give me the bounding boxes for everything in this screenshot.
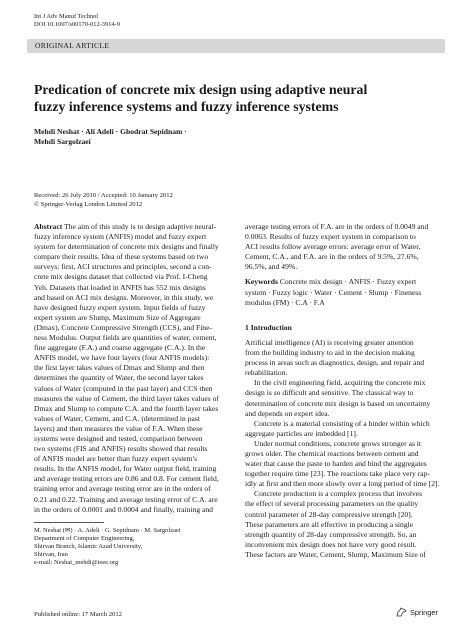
body-line: These parameters are all effective in producing a single [245, 519, 414, 529]
abstract-line: system for determination of concrete mix designs and finally [34, 242, 219, 252]
abstract-line: Abstract The aim of this study is to design adaptive neural- [34, 222, 217, 231]
footnote-line: M. Neshat (✉) · A. Adeli · G. Sepidnam · M. Sargolzaei [34, 527, 181, 534]
abstract-line: ANFIS model, we have four layers (four ANFIS models): [34, 353, 210, 363]
abstract-line: Dmax and Slump to compute C.A. and the fourth layer takes [34, 403, 219, 413]
abstract-line: training error and average testing error are in the orders of [34, 484, 211, 494]
journal-name: Int J Adv Manuf Technol [34, 13, 99, 20]
abstract-line: (Dmax), Concrete Compressive Strength (CCS), and Fine- [34, 322, 213, 332]
abstract-line: surveys: first, ACI structures and principles, second a con- [34, 262, 212, 272]
keywords-line: Keywords Concrete mix design · ANFIS · Fuzzy expert [245, 277, 417, 287]
body-line: Under normal conditions, concrete grows stronger as it [254, 438, 422, 448]
author-affiliation-footnote [34, 527, 181, 567]
keywords-label: Keywords [245, 277, 278, 287]
body-line: and depends on expert idea. [245, 408, 330, 418]
right-column [245, 222, 450, 560]
body-line: the effect of several processing parameters on the quality [245, 499, 419, 509]
body-line: These factors are Water, Cement, Slump, Maximum Size of [245, 549, 426, 559]
body-line: grows older. The chemical reactions between cement and [245, 448, 419, 458]
author-list [34, 127, 444, 147]
publisher-logo [396, 607, 438, 617]
abstract-line: ACI results follow average errors: average error of Water, [245, 242, 421, 252]
abstract-line: the first layer takes values of Dmax and Slump and then [34, 363, 205, 373]
abstract-line: fine aggregate (F.A.) and coarse aggregate (C.A.). In the [34, 343, 206, 353]
abstract-line: in the orders of 0.0001 and 0.0004 and finally, training and [34, 504, 213, 514]
footnote-line: Shirvan, Iran [34, 551, 68, 559]
abstract-line: expert system are Slump, Maximum Size of Aggregate [34, 312, 201, 322]
abstract-line: Yeh. Datasets that loaded in ANFIS has 552 mix designs [34, 282, 206, 292]
author-line: Mehdi Sargolzaei [34, 137, 91, 146]
abstract-line: 0.0063. Results of fuzzy expert system in comparison to [245, 232, 416, 242]
abstract-line: fuzzy inference system (ANFIS) model and fuzzy expert [34, 232, 207, 242]
abstract-line: determines the quantity of Water, the second layer takes [34, 373, 204, 383]
body-line: Concrete production is a complex process that involves [254, 489, 423, 499]
abstract-label: Abstract [34, 222, 63, 231]
body-line: In the civil engineering field, acquiring the concrete mix [254, 378, 426, 388]
abstract-line: and average testing errors are 0.86 and 0.8. For cement field, [34, 474, 219, 484]
body-line: from the building industry to aid in the decision making [245, 348, 415, 358]
section-heading: 1 Introduction [245, 322, 292, 332]
body-line: determination of concrete mix design is based on uncertainty [245, 398, 431, 408]
author-line: Mehdi Neshat · Ali Adeli · Ghodrat Sepidnam · [34, 127, 187, 136]
abstract-line: and based on ACI mix designs. Moreover, in this study, we [34, 292, 214, 302]
springer-horse-icon [396, 607, 407, 617]
journal-header [34, 13, 120, 29]
abstract-line: compare their results. Idea of these systems based on two [34, 252, 209, 262]
abstract-line: Cement, C.A., and F.A. are in the orders of 9.5%, 27.6%, [245, 252, 419, 262]
footnote-line: Department of Computer Engineering, [34, 535, 135, 543]
body-line: together require time [23]. The reactions take place very rap- [245, 469, 430, 479]
left-column [34, 222, 234, 515]
copyright: © Springer-Verlag London Limited 2012 [34, 200, 143, 208]
abstract-line: results. In the ANFIS model, for Water output field, training [34, 464, 217, 474]
abstract-line: systems were designed and tested, comparison between [34, 433, 203, 443]
abstract-line: ness Modulus. Output fields are quantities of water, cement, [34, 333, 217, 343]
keywords-line: modulus (FM) · C.A · F.A [245, 297, 325, 307]
abstract-line: layers) and then measures the value of F.A. When these [34, 423, 203, 433]
body-line: control parameter of 28-day compressive strength [20]. [245, 509, 413, 519]
journal-doi: DOI 10.1007/s00170-012-3914-9 [34, 20, 120, 28]
keywords-line: system · Fuzzy logic · Water · Cement · Slump · Fineness [245, 287, 422, 297]
publisher-name: Springer [410, 607, 438, 617]
abstract-line: 96.5%, and 49%. [245, 262, 298, 272]
body-line: Concrete is a material consisting of a binder within which [254, 418, 430, 428]
abstract-line: crete mix designs dataset that collected via Prof. I-Cheng [34, 272, 208, 282]
title-line: fuzzy inference systems and fuzzy inference systems [34, 99, 339, 114]
body-line: water that cause the paste to harden and bind the aggregates [245, 459, 427, 469]
published-date: Published online: 17 March 2012 [34, 611, 122, 618]
paper-title [34, 81, 444, 115]
body-line: process in areas such as diagnostics, design, and repair and [245, 358, 425, 368]
received-info [34, 192, 173, 209]
body-line: rehabilitation. [245, 368, 288, 378]
body-line: idly at first and then more slowly over a long period of time [2]. [245, 479, 440, 489]
received-dates: Received: 26 July 2010 / Accepted: 10 January 2012 [34, 192, 173, 199]
abstract-line: values of Water (computed in the past layer) and CCS then [34, 383, 213, 393]
abstract-line: of ANFIS model are better than fuzzy expert system's [34, 454, 197, 464]
body-line: Artificial intelligence (AI) is receiving greater attention [245, 337, 414, 347]
abstract-line: measures the value of Cement, the third layer takes values of [34, 393, 219, 403]
abstract-line: two systems (FIS and ANFIS) results showed that results [34, 444, 208, 454]
abstract-line: average testing errors of F.A. are in the orders of 0.0049 and [245, 222, 429, 231]
article-type-banner: ORIGINAL ARTICLE [27, 39, 445, 53]
footnote-divider [34, 522, 104, 523]
body-line: aggregate particles are imbedded [1]. [245, 428, 358, 438]
footnote-line: Shirvan Branch, Islamic Azad University, [34, 543, 143, 551]
abstract-line: values of Water, Cement, and C.A. (determined in past [34, 413, 200, 423]
title-line: Predication of concrete mix design using adaptive neural [34, 82, 368, 97]
abstract-line: have designed fuzzy expert system. Input fields of fuzzy [34, 302, 206, 312]
spacer [245, 308, 450, 318]
footnote-email: e-mail: Neshat_mehdi@ieee.org [34, 559, 119, 567]
abstract-line: 0.21 and 0.22. Training and average testing error of C.A. are [34, 494, 218, 504]
body-line: strength quantity of 28-day compressive strength. So, an [245, 529, 417, 539]
body-line: design is so difficult and sensitive. The classical way to [245, 388, 414, 398]
body-line: inconvenient mix design does not have very good result. [245, 539, 417, 549]
